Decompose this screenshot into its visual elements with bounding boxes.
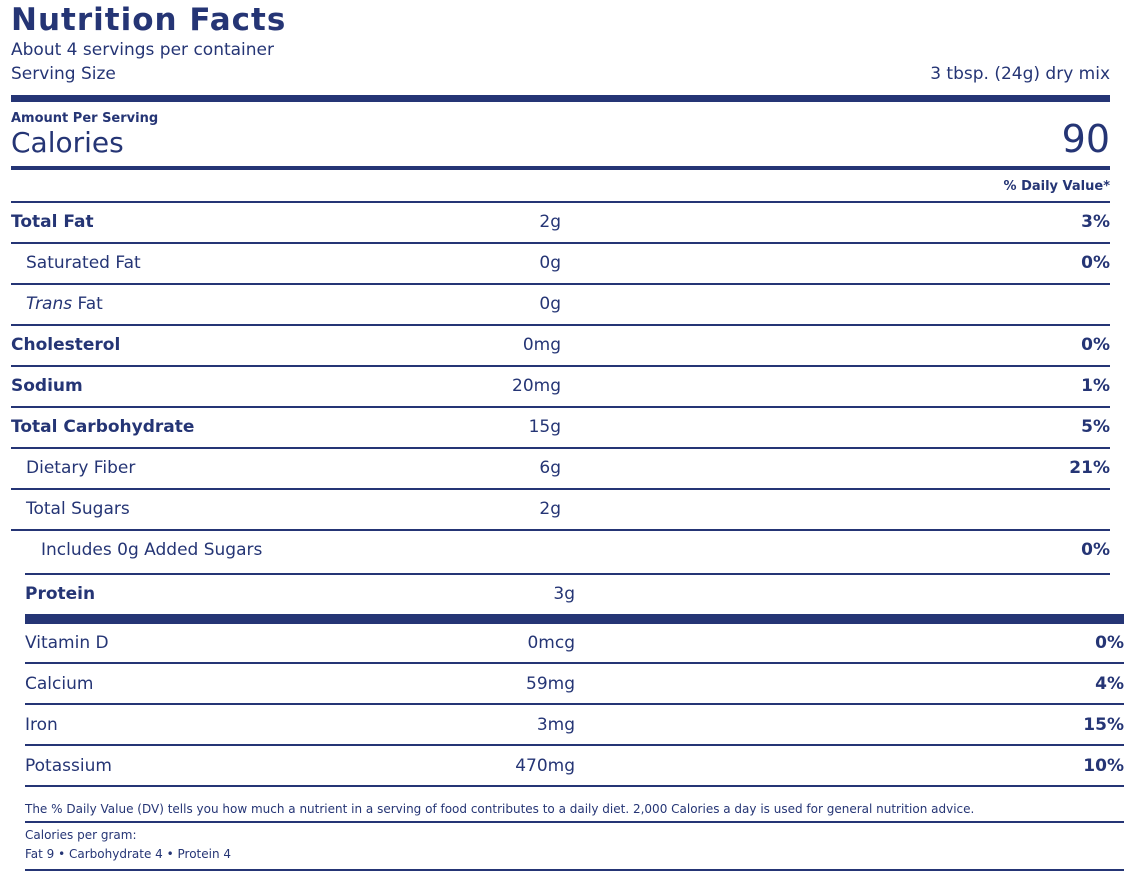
nutrient-daily-value: 0%: [1081, 540, 1110, 560]
divider: [25, 785, 1124, 787]
nutrient-daily-value: 0%: [1081, 335, 1110, 355]
nutrient-row-total-fat: [11, 212, 1110, 236]
daily-value-header: % Daily Value*: [1003, 179, 1110, 194]
trans-italic: Trans: [26, 294, 73, 314]
nutrient-name: Total Carbohydrate: [11, 417, 195, 437]
daily-value-footnote: The % Daily Value (DV) tells you how much a nutrient in a serving of food contributes to a daily diet. 2,000 Calories a day is used for general nutrition advice.: [25, 802, 975, 816]
vitamin-row-vitamin-d: [25, 633, 1124, 657]
vitamin-name: Iron: [25, 715, 58, 735]
divider: [11, 447, 1110, 449]
nutrient-name: Sodium: [11, 376, 83, 396]
calories-label: Calories: [11, 126, 124, 159]
medium-divider: [11, 166, 1110, 170]
label-title: Nutrition Facts: [11, 2, 287, 38]
divider: [25, 744, 1124, 746]
divider: [25, 821, 1124, 823]
nutrient-row-saturated-fat: [11, 253, 1110, 277]
nutrient-row-sodium: [11, 376, 1110, 400]
vitamin-amount: 3mg: [536, 715, 575, 735]
nutrient-amount: 0mg: [522, 335, 561, 355]
nutrient-amount: 3g: [553, 584, 575, 604]
vitamin-name: Vitamin D: [25, 633, 109, 653]
divider-bottom: [25, 869, 1124, 871]
nutrient-row-total-sugars: [11, 499, 1110, 523]
divider: [25, 703, 1124, 705]
nutrient-name: Cholesterol: [11, 335, 121, 355]
nutrient-amount: 0g: [539, 294, 561, 314]
divider: [11, 324, 1110, 326]
nutrient-row-dietary-fiber: [11, 458, 1110, 482]
nutrient-name: Dietary Fiber: [26, 458, 136, 478]
vitamin-name: Calcium: [25, 674, 94, 694]
nutrient-row-total-carbohydrate: [11, 417, 1110, 441]
divider: [11, 488, 1110, 490]
servings-per-container: About 4 servings per container: [11, 40, 274, 60]
nutrient-amount: 2g: [539, 499, 561, 519]
vitamin-daily-value: 15%: [1083, 715, 1124, 735]
vitamin-amount: 470mg: [515, 756, 575, 776]
nutrient-row-trans-fat: [11, 294, 1110, 318]
vitamin-row-calcium: [25, 674, 1124, 698]
calories-per-gram-label: Calories per gram:: [25, 828, 137, 842]
thick-divider-vitamins: [25, 614, 1124, 624]
divider: [11, 201, 1110, 203]
nutrient-name: Saturated Fat: [26, 253, 141, 273]
nutrient-amount: 20mg: [512, 376, 561, 396]
nutrient-daily-value: 0%: [1081, 253, 1110, 273]
divider: [11, 529, 1110, 531]
calories-per-gram-values: Fat 9 • Carbohydrate 4 • Protein 4: [25, 847, 232, 861]
divider: [25, 573, 1110, 575]
divider: [11, 283, 1110, 285]
amount-per-serving: Amount Per Serving: [11, 111, 159, 126]
nutrient-name: Includes 0g Added Sugars: [41, 540, 263, 560]
vitamin-name: Potassium: [25, 756, 112, 776]
nutrient-row-added-sugars: [11, 540, 1110, 564]
vitamin-daily-value: 10%: [1083, 756, 1124, 776]
vitamin-row-potassium: [25, 756, 1124, 780]
nutrient-daily-value: 1%: [1081, 376, 1110, 396]
calories-value: 90: [1061, 117, 1110, 161]
vitamin-amount: 0mcg: [527, 633, 575, 653]
thick-divider-top: [11, 95, 1110, 102]
nutrient-daily-value: 21%: [1069, 458, 1110, 478]
nutrient-amount: 0g: [539, 253, 561, 273]
divider: [11, 242, 1110, 244]
nutrient-daily-value: 3%: [1081, 212, 1110, 232]
nutrient-row-cholesterol: [11, 335, 1110, 359]
nutrient-amount: 2g: [539, 212, 561, 232]
nutrient-name: Protein: [25, 584, 96, 604]
serving-size-label: Serving Size: [11, 64, 116, 84]
nutrient-name: Total Sugars: [26, 499, 130, 519]
serving-size-value: 3 tbsp. (24g) dry mix: [930, 64, 1110, 84]
nutrient-amount: 6g: [539, 458, 561, 478]
vitamin-row-iron: [25, 715, 1124, 739]
divider: [11, 406, 1110, 408]
nutrient-amount: 15g: [528, 417, 561, 437]
nutrient-daily-value: 5%: [1081, 417, 1110, 437]
nutrient-name: Total Fat: [11, 212, 94, 232]
nutrient-name: [26, 294, 103, 314]
vitamin-daily-value: 4%: [1095, 674, 1124, 694]
divider: [11, 365, 1110, 367]
vitamin-amount: 59mg: [526, 674, 575, 694]
divider: [25, 662, 1124, 664]
nutrient-row-protein: [25, 584, 1124, 608]
vitamin-daily-value: 0%: [1095, 633, 1124, 653]
trans-rest: Fat: [72, 294, 103, 314]
